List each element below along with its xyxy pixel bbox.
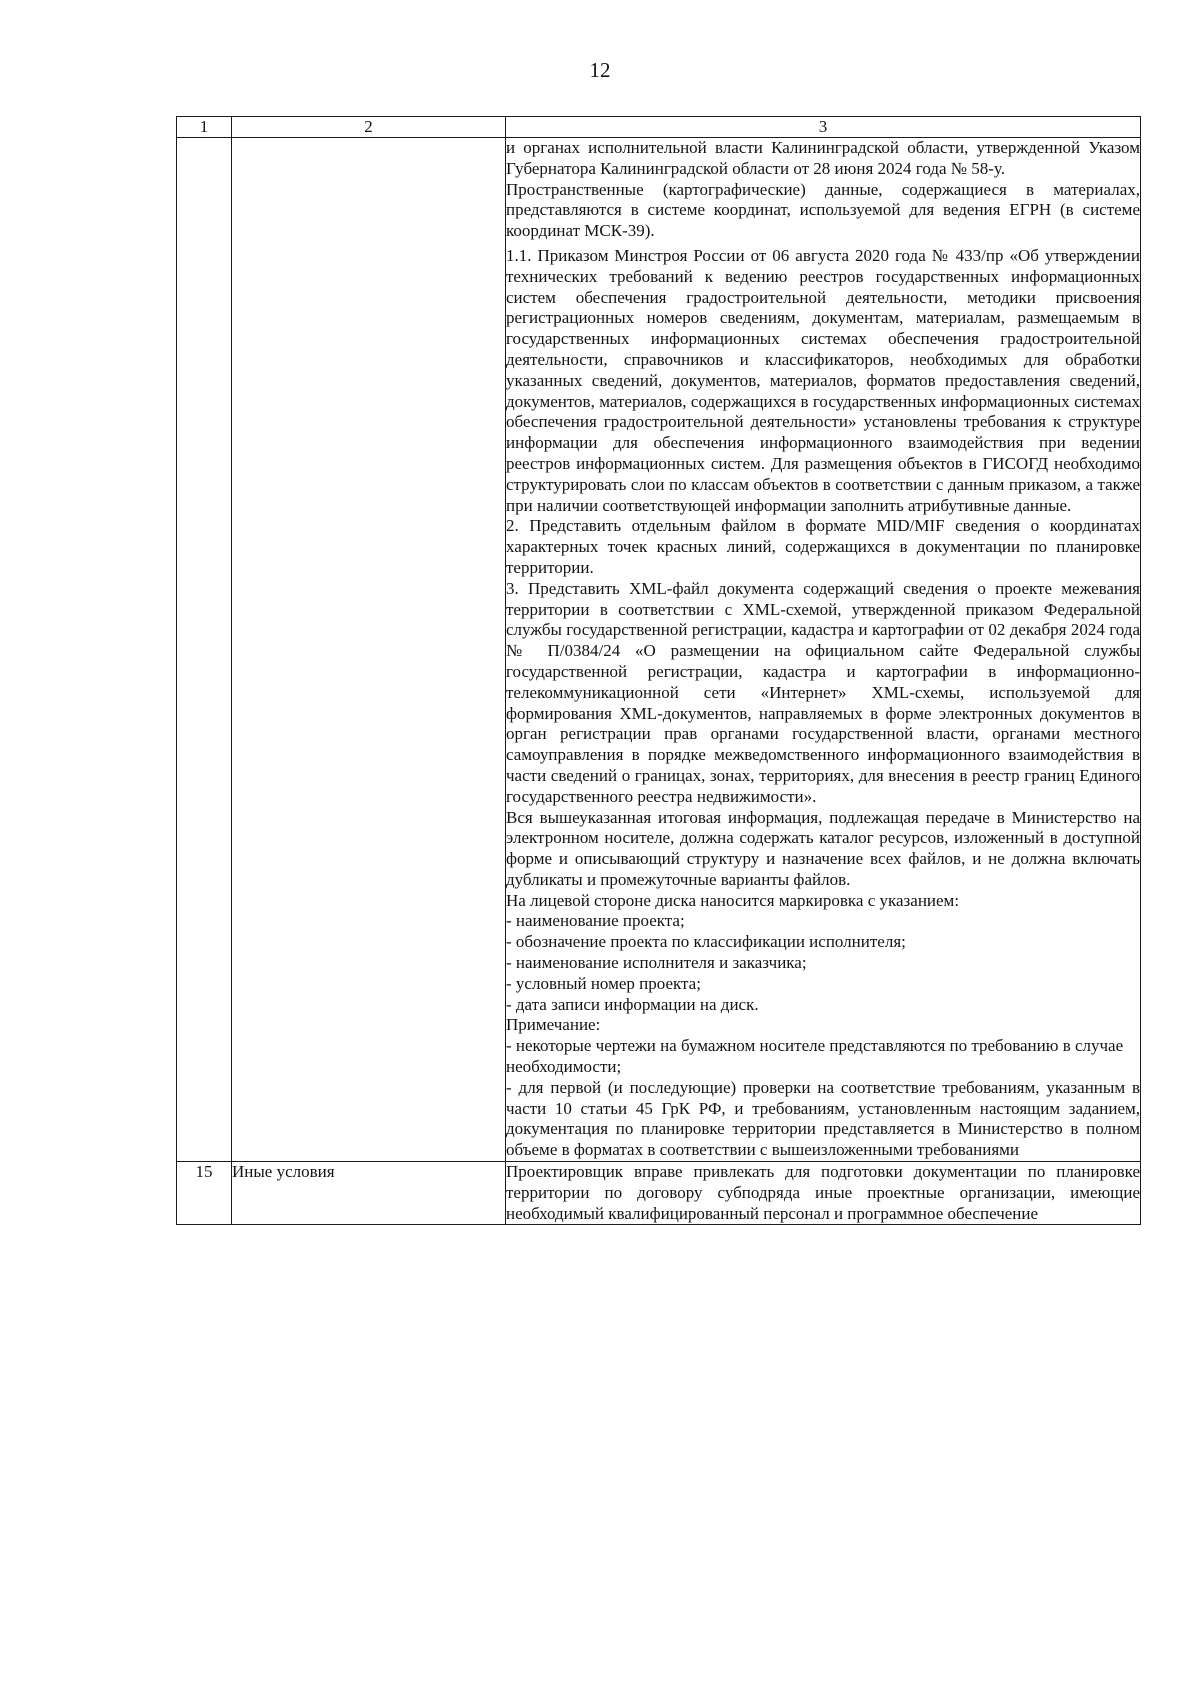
- row-name-cell: [232, 138, 506, 1162]
- row-content-cell: [506, 138, 1141, 1162]
- column-header-2: 2: [232, 117, 506, 138]
- list-line: - дата записи информации на диск.: [506, 994, 759, 1014]
- list-line: - наименование проекта;: [506, 911, 685, 931]
- list-line: - условный номер проекта;: [506, 973, 701, 993]
- column-header-3: 3: [506, 117, 1141, 138]
- column-header-1: 1: [177, 117, 232, 138]
- paragraph: Пространственные (картографические) данные, содержащиеся в материалах, представляются в системе координат, используемой для ведения ЕГРН (в системе координат МСК-39).: [506, 179, 1140, 241]
- row-name-cell: Иные условия: [232, 1162, 506, 1225]
- requirements-table: [176, 116, 1141, 1225]
- paragraph: Проектировщик вправе привлекать для подготовки документации по планировке территории по договору субподряда иные проектные организации, имеющие необходимый квалифицированный персонал и программное обеспечение: [506, 1162, 1140, 1223]
- paragraph: 2. Представить отдельным файлом в формате MID/MIF сведения о координатах характерных точек красных линий, содержащихся в документации по планировке территории.: [506, 516, 1140, 577]
- list-line: На лицевой стороне диска наносится маркировка с указанием:: [506, 890, 960, 910]
- paragraph: и органах исполнительной власти Калининградской области, утвержденной Указом Губернатора Калининградской области от 28 июня 2024 года № 58-у.: [506, 138, 1140, 178]
- row-number-cell: [177, 138, 232, 1162]
- paragraph: Вся вышеуказанная итоговая информация, подлежащая передаче в Министерство на электронном носителе, должна содержать каталог ресурсов, изложенный в доступной форме и описывающий структуру и назначение всех файлов, и не должна включать дубликаты и промежуточные варианты файлов.: [506, 807, 1140, 889]
- row-content-cell: [506, 1162, 1141, 1225]
- list-line: - некоторые чертежи на бумажном носителе представляются по требованию в случае необходимости;: [506, 1036, 1124, 1077]
- table-row: [177, 1162, 1141, 1225]
- list-line: - наименование исполнителя и заказчика;: [506, 953, 807, 973]
- list-line: - обозначение проекта по классификации исполнителя;: [506, 932, 906, 952]
- page-number: 12: [589, 58, 611, 82]
- paragraph: 1.1. Приказом Минстроя России от 06 августа 2020 года № 433/пр «Об утверждении технических требований к ведению реестров государственных информационных систем обеспечения градостроительной деятельности, методики присвоения регистрационных номеров сведениям, документам, материалам, размещаемым в государственных информационных системах обеспечения градостроительной деятельности, справочников и классификаторов, необходимых для обработки указанных сведений, документов, материалов, форматов предоставления сведений, документов, материалов, содержащихся в государственных информационных системах обеспечения градостроительной деятельности» установлены требования к структуре информации для обеспечения информационного взаимодействия при ведении реестров информационных систем. Для размещения объектов в ГИСОГД необходимо структурировать слои по классам объектов в соответствии с данным приказом, а также при наличии соответствующей информации заполнить атрибутивные данные.: [506, 245, 1140, 515]
- table-row: [177, 138, 1141, 1162]
- paragraph: 3. Представить XML-файл документа содержащий сведения о проекте межевания территории в соответствии с XML-схемой, утвержденной приказом Федеральной службы государственной регистрации, кадастра и картографии от 02 декабря 2024 года № П/0384/24 «О размещении на официальном сайте Федеральной службы государственной регистрации, кадастра и картографии в информационно-телекоммуникационной сети «Интернет» XML-схемы, используемой для формирования XML-документов, направляемых в форме электронных документов в орган регистрации прав органами государственной власти, органами местного самоуправления в порядке межведомственного информационного взаимодействия в части сведений о границах, зонах, территориях, для внесения в реестр границ Единого государственного реестра недвижимости».: [506, 578, 1140, 806]
- paragraph: - для первой (и последующие) проверки на соответствие требованиям, указанным в части 10 статьи 45 ГрК РФ, и требованиям, установленным настоящим заданием, документация по планировке территории представляется в Министерство в полном объеме в форматах в соответствии с вышеизложенными требованиями: [506, 1077, 1140, 1160]
- table-header-row: [177, 117, 1141, 138]
- list-line: Примечание:: [506, 1015, 601, 1035]
- row-number-cell: 15: [177, 1162, 232, 1225]
